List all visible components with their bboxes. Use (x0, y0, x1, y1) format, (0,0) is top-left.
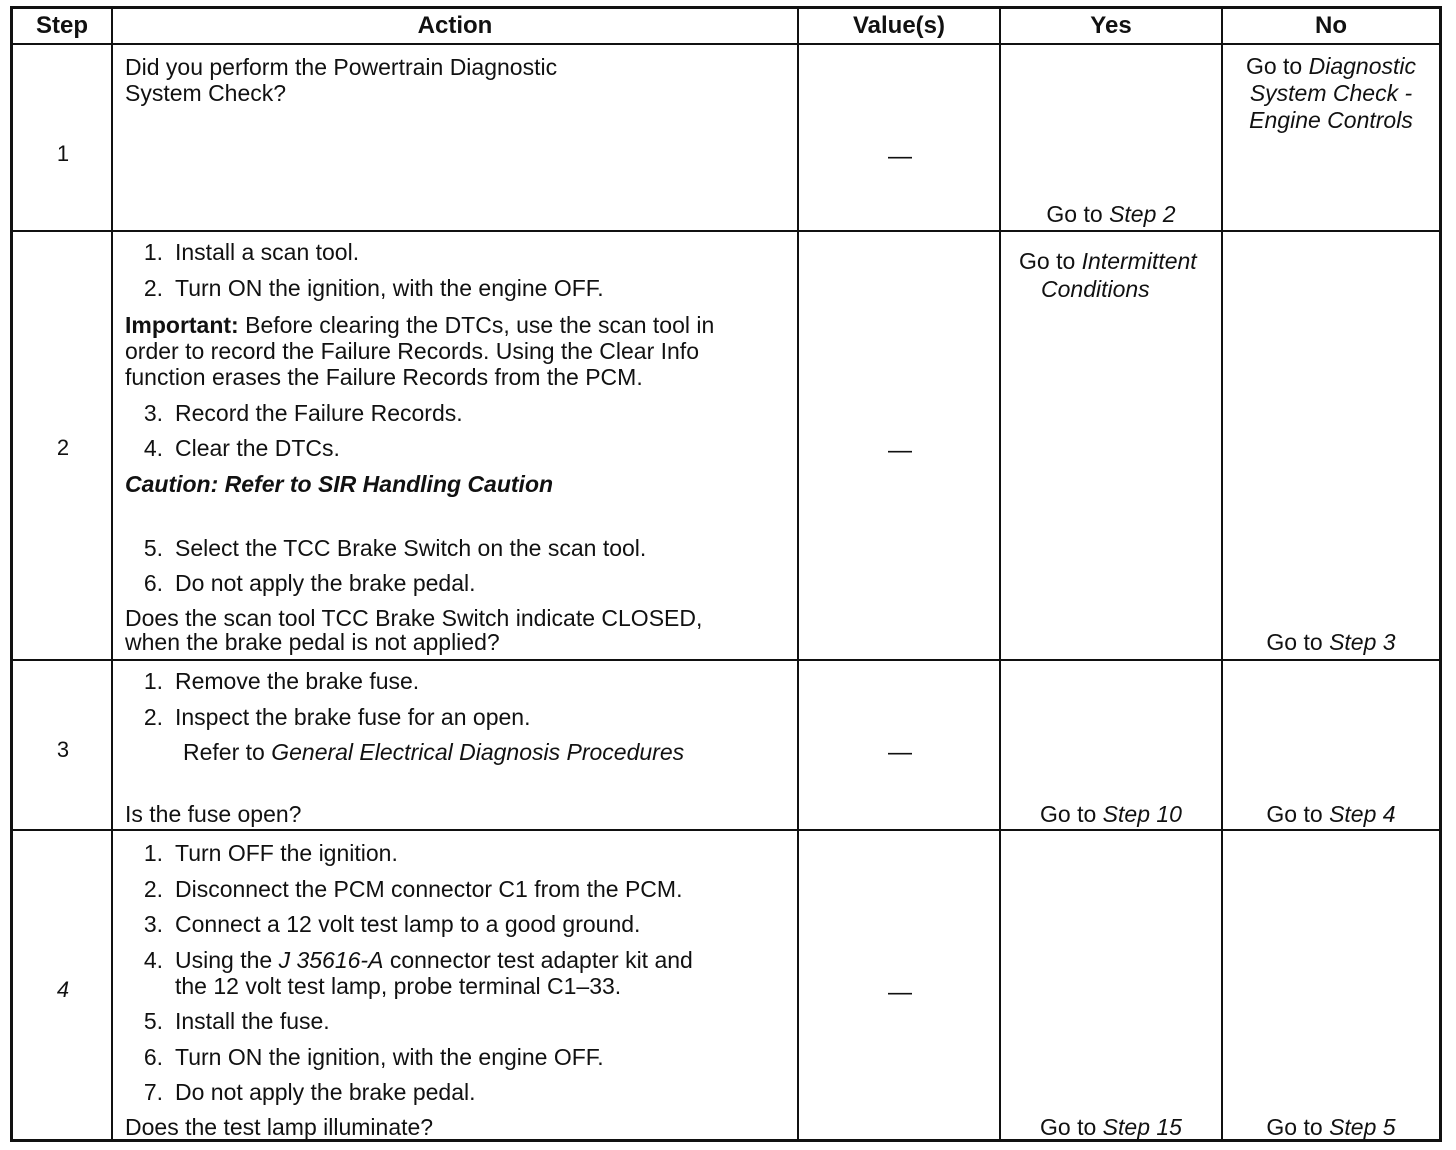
value-cell: — (888, 437, 912, 464)
yes-link[interactable]: Step 10 (1102, 801, 1182, 827)
no-cell: Go to Diagnostic System Check - Engine Controls (1245, 53, 1417, 133)
col-divider (999, 9, 1001, 1139)
yes-cell: Go to Step 2 (1046, 201, 1176, 227)
header-values: Value(s) (852, 12, 946, 39)
no-link[interactable]: Step 4 (1329, 801, 1396, 827)
header-yes: Yes (1090, 12, 1132, 39)
tool-reference: J 35616-A (278, 947, 384, 973)
yes-cell: Go to Step 15 (1040, 1114, 1182, 1140)
list-item: 3. Record the Failure Records. (143, 400, 463, 426)
yes-link[interactable]: Step 2 (1109, 201, 1176, 227)
row-divider (13, 659, 1439, 661)
value-cell: — (888, 143, 912, 170)
action-question: Did you perform the Powertrain Diagnostic System Check? (125, 54, 558, 106)
no-cell: Go to Step 3 (1266, 629, 1396, 655)
yes-link[interactable]: Step 15 (1102, 1114, 1182, 1140)
refer-note: Refer to General Electrical Diagnosis Procedures (183, 739, 685, 765)
list-item: 2. Inspect the brake fuse for an open. (143, 704, 531, 730)
value-cell: — (888, 979, 912, 1006)
action-question: Does the scan tool TCC Brake Switch indicate CLOSED, when the brake pedal is not applied? (125, 605, 703, 655)
list-item: 6. Turn ON the ignition, with the engine OFF. (143, 1044, 604, 1070)
row-divider (13, 43, 1439, 45)
list-item: 6. Do not apply the brake pedal. (143, 570, 476, 596)
action-question: Is the fuse open? (125, 801, 302, 827)
no-cell: Go to Step 4 (1266, 801, 1396, 827)
yes-cell: Go to Intermittent Conditions (1019, 248, 1197, 302)
list-item: 5. Select the TCC Brake Switch on the scan tool. (143, 535, 647, 561)
yes-link[interactable]: Intermittent (1081, 248, 1197, 274)
step-number: 1 (56, 141, 70, 166)
yes-cell: Go to Step 10 (1040, 801, 1182, 827)
list-item: 4. Clear the DTCs. (143, 435, 340, 461)
step-number: 2 (56, 435, 70, 460)
list-item: 1. Remove the brake fuse. (143, 668, 420, 694)
step-number: 3 (56, 737, 70, 762)
list-item: 7. Do not apply the brake pedal. (143, 1079, 476, 1105)
list-item: 1. Turn OFF the ignition. (143, 840, 398, 866)
step-number: 4 (56, 977, 70, 1002)
no-link[interactable]: Step 3 (1329, 629, 1396, 655)
value-cell: — (888, 739, 912, 766)
header-step: Step (35, 12, 88, 39)
caution-note: Caution: Refer to SIR Handling Caution (125, 471, 554, 497)
list-item: 3. Connect a 12 volt test lamp to a good ground. (143, 911, 641, 937)
row-divider (13, 829, 1439, 831)
col-divider (111, 9, 113, 1139)
col-divider (797, 9, 799, 1139)
no-link[interactable]: Diagnostic (1308, 53, 1417, 79)
refer-link[interactable]: General Electrical Diagnosis Procedures (271, 739, 685, 765)
col-divider (1221, 9, 1223, 1139)
no-link[interactable]: Step 5 (1329, 1114, 1396, 1140)
row-divider (13, 230, 1439, 232)
list-item: 1. Install a scan tool. (143, 239, 360, 265)
list-item: 2. Turn ON the ignition, with the engine OFF. (143, 275, 604, 301)
action-question: Does the test lamp illuminate? (125, 1114, 434, 1140)
list-item: 2. Disconnect the PCM connector C1 from the PCM. (143, 876, 683, 902)
list-item: 4. Using the J 35616-A connector test adapter kit and the 12 volt test lamp, probe terminal C1–33. (143, 947, 693, 999)
no-cell: Go to Step 5 (1266, 1114, 1396, 1140)
list-item: 5. Install the fuse. (143, 1008, 330, 1034)
diagnostic-table (10, 6, 1442, 1142)
important-note: Important: Before clearing the DTCs, use the scan tool in order to record the Failure Records. Using the Clear Info function erases the Failure Records from the PCM. (125, 312, 715, 390)
header-no: No (1315, 12, 1347, 39)
header-action: Action (417, 12, 493, 39)
